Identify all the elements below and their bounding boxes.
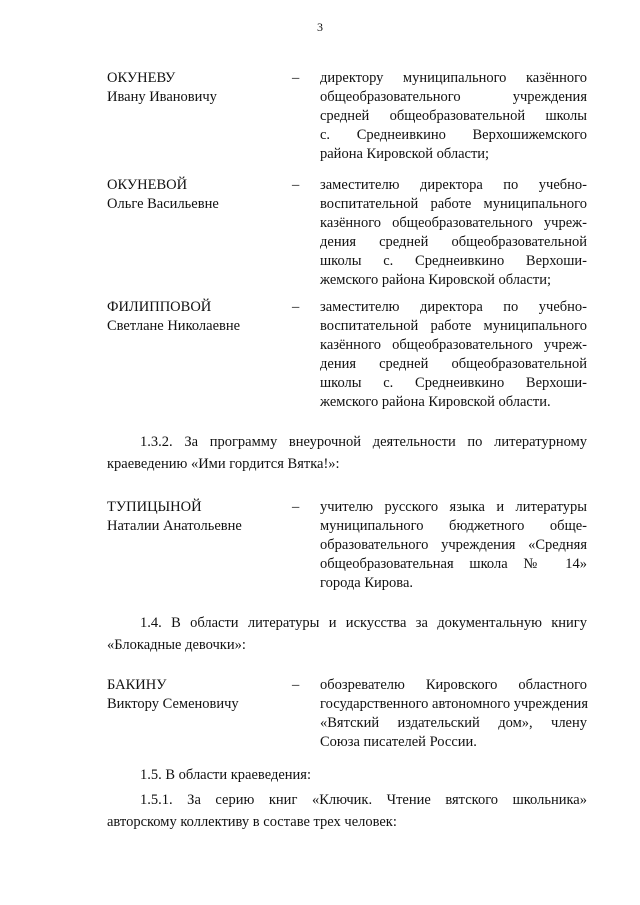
position-line: образовательного учреждения «Средняя xyxy=(320,537,587,553)
recipient-position xyxy=(320,676,587,752)
recipient-surname: ОКУНЕВОЙ xyxy=(107,177,188,193)
page-number: 3 xyxy=(317,20,323,34)
position-line: воспитательной работе муниципального xyxy=(320,318,587,334)
separator-dash: – xyxy=(292,499,300,515)
recipient-given-names: Ивану Ивановичу xyxy=(107,89,217,105)
recipient-position xyxy=(320,69,587,164)
section-1-5-heading xyxy=(107,764,587,786)
recipient-given-names: Светлане Николаевне xyxy=(107,318,241,334)
position-line: дения средней общеобразовательной xyxy=(320,234,587,250)
separator-dash: – xyxy=(292,299,300,315)
position-line: заместителю директора по учебно- xyxy=(320,177,587,193)
section-1-5-1-paragraph xyxy=(107,789,587,833)
position-line: Союза писателей России. xyxy=(320,734,477,750)
recipient-surname: ФИЛИППОВОЙ xyxy=(107,299,212,315)
paragraph-line: 1.3.2. За программу внеурочной деятельности по литературному xyxy=(140,434,587,450)
recipient-name xyxy=(107,298,300,336)
position-line: города Кирова. xyxy=(320,575,414,591)
paragraph-line: авторскому коллективу в составе трех человек: xyxy=(107,814,397,830)
paragraph-line: 1.5.1. За серию книг «Ключик. Чтение вятского школьника» xyxy=(140,792,587,808)
section-1-4-paragraph xyxy=(107,612,587,656)
position-line: школы с. Среднеивкино Верхоши- xyxy=(320,375,587,391)
recipient-position xyxy=(320,498,587,593)
position-line: учителю русского языка и литературы xyxy=(320,499,587,515)
recipient-surname: БАКИНУ xyxy=(107,677,167,693)
recipient-surname: ОКУНЕВУ xyxy=(107,70,176,86)
recipient-name xyxy=(107,69,300,107)
recipient-given-names: Ольге Васильевне xyxy=(107,196,219,212)
position-line: с. Среднеивкино Верхошижемского xyxy=(320,127,587,143)
recipient-surname: ТУПИЦЫНОЙ xyxy=(107,499,202,515)
recipient-name xyxy=(107,176,300,214)
recipient-position xyxy=(320,298,587,412)
position-line: государственного автономного учреждения xyxy=(320,696,588,712)
paragraph-line: «Блокадные девочки»: xyxy=(107,637,246,653)
position-line: казённого общеобразовательного учреж- xyxy=(320,337,587,353)
paragraph-line: краеведению «Ими гордится Вятка!»: xyxy=(107,456,340,472)
separator-dash: – xyxy=(292,177,300,193)
position-line: муниципального бюджетного обще- xyxy=(320,518,587,534)
position-line: общеобразовательная школа № 14» xyxy=(320,556,587,572)
position-line: средней общеобразовательной школы xyxy=(320,108,587,124)
paragraph-line: 1.4. В области литературы и искусства за документальную книгу xyxy=(140,615,587,631)
recipient-name xyxy=(107,498,300,536)
section-1-3-2-paragraph xyxy=(107,431,587,475)
position-line: заместителю директора по учебно- xyxy=(320,299,587,315)
recipient-given-names: Наталии Анатольевне xyxy=(107,518,242,534)
recipient-position xyxy=(320,176,587,290)
position-line: школы с. Среднеивкино Верхоши- xyxy=(320,253,587,269)
separator-dash: – xyxy=(292,677,300,693)
position-line: жемского района Кировской области. xyxy=(320,394,551,410)
position-line: района Кировской области; xyxy=(320,146,490,162)
position-line: воспитательной работе муниципального xyxy=(320,196,587,212)
position-line: обозревателю Кировского областного xyxy=(320,677,587,693)
position-line: директору муниципального казённого xyxy=(320,70,587,86)
position-line: дения средней общеобразовательной xyxy=(320,356,587,372)
position-line: жемского района Кировской области; xyxy=(320,272,551,288)
separator-dash: – xyxy=(292,70,300,86)
position-line: общеобразовательного учреждения xyxy=(320,89,587,105)
position-line: «Вятский издательский дом», члену xyxy=(320,715,587,731)
recipient-name xyxy=(107,676,300,714)
position-line: казённого общеобразовательного учреж- xyxy=(320,215,587,231)
recipient-given-names: Виктору Семеновичу xyxy=(107,696,239,712)
paragraph-line: 1.5. В области краеведения: xyxy=(140,767,311,783)
